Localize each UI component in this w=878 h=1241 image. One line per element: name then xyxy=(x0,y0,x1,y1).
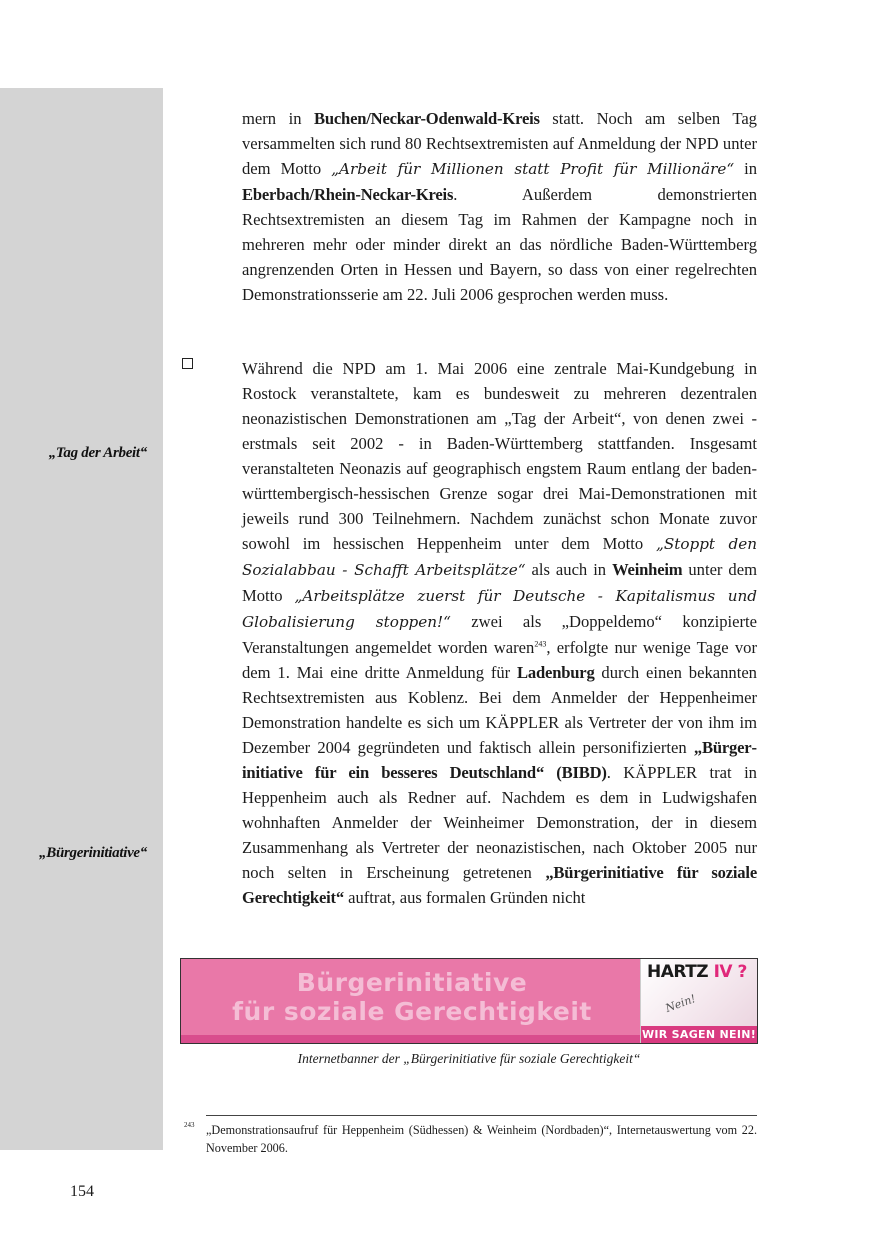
text-run: statt. Noch am selben Tag versammelten sich rund 80 Rechtsextremisten auf Anmeldung der NPD unter dem Motto xyxy=(242,109,757,178)
text-run: zwei als „Doppeldemo“ konzipierte Veranstaltungen angemeldet worden waren xyxy=(242,612,757,657)
text-run: als auch in xyxy=(525,560,613,579)
hartz-iv-heading xyxy=(647,962,747,982)
margin-note-tag-der-arbeit: „Tag der Arbeit“ xyxy=(48,445,147,461)
motto-arbeitsplaetze-zuerst: „Arbeitsplätze zuerst für Deutsche - Kapitalismus und Globalisierung stoppen!“ xyxy=(242,587,758,631)
banner-title-line-2: für soziale Gerechtigkeit xyxy=(232,997,592,1026)
hartz-prefix: HARTZ xyxy=(647,962,714,982)
footnote-divider xyxy=(206,1115,757,1116)
nein-handwritten: Nein! xyxy=(663,992,698,1015)
footnote-text: „Demonstrationsaufruf für Heppenheim (Südhessen) & Weinheim (Nordbaden)“, Internetauswertung vom 22. November 2006. xyxy=(206,1123,757,1155)
location-buchen: Buchen/Neckar-Odenwald-Kreis xyxy=(313,109,540,128)
text-run: . KÄPPLER trat in Heppenheim auch als Redner auf. Nachdem es dem in Ludwigshafen wohnhaften Anmelder der Weinheimer Demonstration, der in diesem Zusammenhang als Vertreter der neonazistischen, nach Oktober 2005 nur noch selten in Erscheinung getretenen xyxy=(242,763,757,882)
banner-bottom-strip xyxy=(181,1035,643,1043)
internet-banner-image xyxy=(180,958,758,1044)
paragraph-continuation xyxy=(242,106,757,307)
banner-caption: Internetbanner der „Bürgerinitiative für soziale Gerechtigkeit“ xyxy=(297,1051,641,1066)
margin-sidebar xyxy=(0,88,163,1150)
text-run: mern in xyxy=(242,109,314,128)
paragraph-tag-der-arbeit xyxy=(242,356,757,910)
text-run: Während die NPD am 1. Mai 2006 eine zentrale Mai-Kundgebung in Rostock veranstaltete, kam es bundesweit zu mehreren dezentralen neonazistischen Demonstrationen am „Tag der Arbeit“, von denen zwei - erstmals seit 2002 - in Baden-Württemberg stattfanden. Insgesamt veranstalteten Neonazis auf geographisch engstem Raum entlang der baden-württembergisch-hessischen Grenze sogar drei Mai-Demonstrationen mit jeweils rund 300 Teilnehmern. Nachdem zunächst schon Monate zuvor sowohl im hessischen Heppenheim unter dem Motto xyxy=(242,359,757,553)
motto-stoppt-den-sozialabbau: „Stoppt den Sozialabbau - Schafft Arbeitsplätze“ xyxy=(242,535,757,579)
organisation-bsg: „Bürgerinitiative für soziale Gerechtigkeit“ xyxy=(242,863,757,907)
location-ladenburg: Ladenburg xyxy=(517,663,595,682)
checkbox-bullet-icon xyxy=(182,358,193,369)
location-weinheim: Weinheim xyxy=(612,560,683,579)
text-run: unter dem Motto xyxy=(242,560,757,605)
margin-note-buergerinitiative: „Bürgerinitiative“ xyxy=(39,845,147,861)
text-run: , erfolgte nur wenige Tage vor dem 1. Mai eine dritte Anmeldung für xyxy=(242,638,757,682)
location-eberbach: Eberbach/Rhein-Neckar-Kreis xyxy=(242,185,454,204)
organisation-bibd: „Bürgerinitiative für ein besseres Deutschland“ (BIBD) xyxy=(242,738,757,782)
page-number: 154 xyxy=(70,1183,94,1200)
banner-title-line-1: Bürgerinitiative xyxy=(296,968,528,997)
motto-arbeit-fuer-millionen: „Arbeit für Millionen statt Profit für Millionäre“ xyxy=(331,160,735,178)
text-run: durch einen bekannten Rechtsextremisten aus Koblenz. Bei dem Anmelder der Heppenheimer Demonstration handelte es sich um KÄPPLER als Vertreter der von ihm im Dezember 2004 gegründeten und faktisch allein personifizierten xyxy=(242,663,757,757)
text-run: in xyxy=(734,159,757,178)
text-run: . Außerdem demonstrierten Rechtsextremisten an diesem Tag im Rahmen der Kampagne noch in mehreren mehr oder minder direkt an das nördliche Baden-Württemberg angrenzenden Orten in Hessen und Bayern, so dass von einer regelrechten Demonstrationsserie am 22. Juli 2006 gesprochen werden muss. xyxy=(242,185,757,304)
wir-sagen-nein-label: WIR SAGEN NEIN! xyxy=(641,1028,757,1041)
hartz-iv-graphic xyxy=(640,959,757,1043)
text-run: auftrat, aus formalen Gründen nicht xyxy=(343,888,586,907)
footnote-reference[interactable]: 243 xyxy=(534,639,547,649)
hartz-suffix: IV ? xyxy=(713,962,747,982)
footnote-number: 243 xyxy=(184,1121,195,1129)
